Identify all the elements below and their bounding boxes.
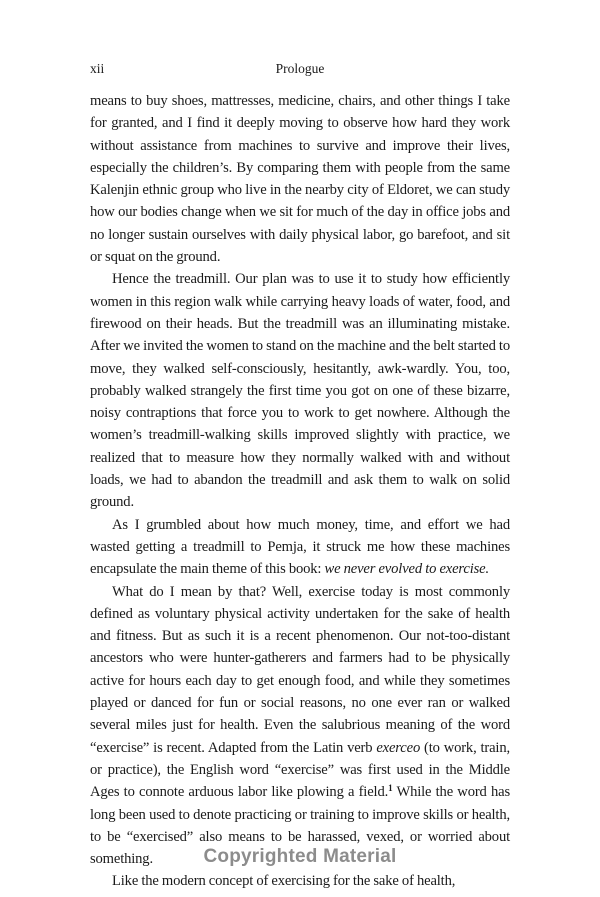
paragraph: [90, 514, 510, 581]
paragraph: [90, 870, 510, 892]
text-segment: What do I mean by that? Well, exercise today is most commonly defined as voluntary physical activity undertaken for the sake of health and fitness. But as such it is a recent phenomenon. Our not-too-distant ancestors who were hunter-gatherers and farmers had to be physically active for hours each day to get enough food, and while they sometimes played or danced for fun or social reasons, no one ever ran or walked several miles just for health. Even the salubrious meaning of the word “exercise” is recent. Adapted from the Latin verb: [90, 583, 510, 756]
body-text: [90, 90, 510, 893]
footnote-reference: 1: [388, 783, 393, 794]
italic-text: we never evolved to exercise.: [324, 561, 489, 578]
paragraph: [90, 581, 510, 871]
text-segment: While the word has long been used to denote practicing or training to improve skills or health, to be “exercised” also means to be harassed, vexed, or worried about something.: [90, 784, 510, 868]
text-segment: means to buy shoes, mattresses, medicine, chairs, and other things I take for granted, and I find it deeply moving to observe how hard they work without assistance from machines to survive and improve their lives, especially the children’s. By comparing them with people from the same Kalenjin ethnic group who live in the nearby city of Eldoret, we can study how our bodies change when we sit for much of the day in office jobs and no longer sustain ourselves with daily physical labor, go barefoot, and sit or squat on the ground.: [90, 93, 510, 266]
italic-text: exerceo: [376, 739, 421, 756]
text-segment: Hence the treadmill. Our plan was to use it to study how efficiently women in this region walk while carrying heavy loads of water, food, and firewood on their heads. But the treadmill was an illuminating mistake. After we invited the women to stand on the machine and the belt started to move, they walked self-consciously, hesitantly, awk-wardly. You, too, probably walked strangely the first time you got on one of these bizarre, noisy contraptions that force you to work to get nowhere. Although the women’s treadmill-walking skills improved slightly with practice, we realized that to measure how they normally walked with and without loads, we had to abandon the treadmill and ask them to walk on solid ground.: [90, 271, 510, 511]
paragraph: [90, 268, 510, 513]
copyright-watermark: Copyrighted Material: [203, 846, 397, 867]
text-segment: (to work, train, or practice), the English word “exercise” was first used in the Middle Ages to connote arduous labor like plowing a field.: [90, 739, 510, 801]
text-segment: As I grumbled about how much money, time, and effort we had wasted getting a treadmill to Pemja, it struck me how these machines encapsulate the main theme of this book:: [90, 516, 510, 578]
paragraph: [90, 90, 510, 268]
running-title: Prologue: [275, 61, 325, 76]
text-segment: Like the modern concept of exercising for the sake of health,: [112, 873, 456, 890]
page-number: xii: [90, 61, 105, 76]
running-head: [90, 61, 510, 81]
